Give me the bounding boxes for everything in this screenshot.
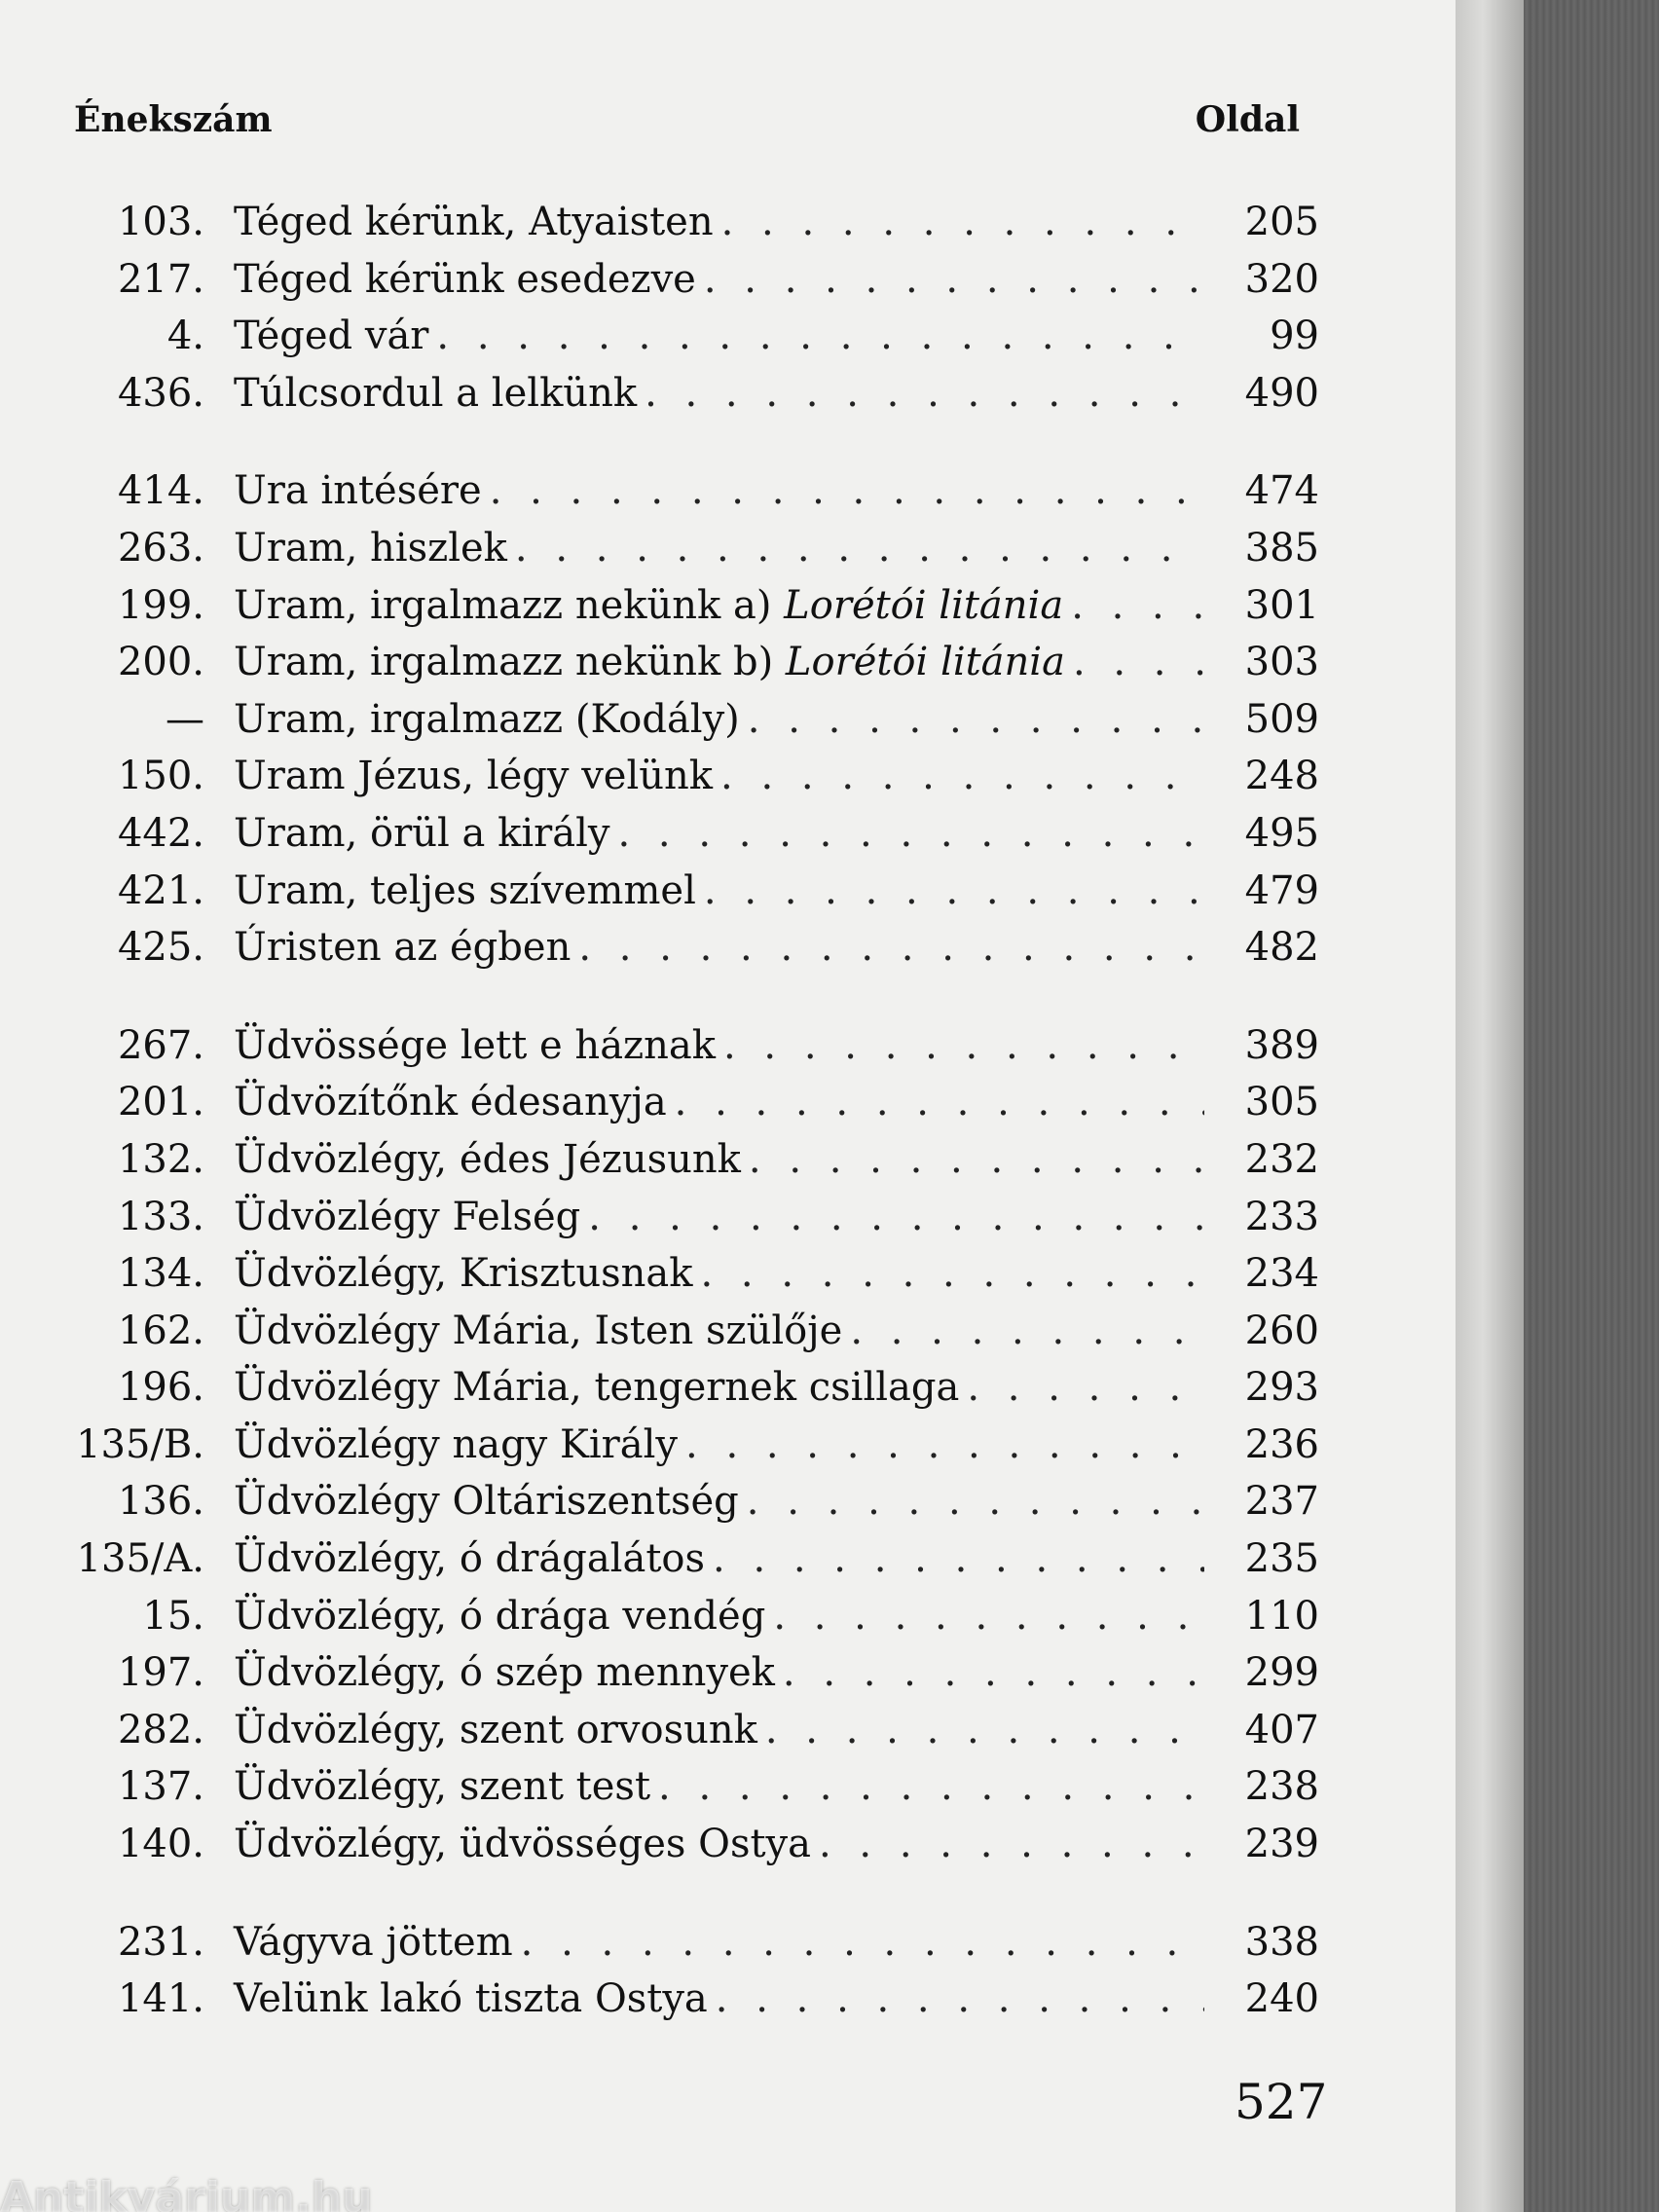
index-entry <box>68 1080 1319 1137</box>
dot-leader <box>713 1536 1204 1581</box>
dot-leader <box>704 257 1204 302</box>
song-number: 201. <box>117 1080 204 1125</box>
song-title: Uram, hiszlek <box>234 525 507 571</box>
dot-leader <box>675 1080 1204 1124</box>
index-entry <box>68 583 1319 641</box>
dot-leader <box>721 200 1204 244</box>
index-entry <box>68 1708 1319 1765</box>
page-reference: 305 <box>1244 1080 1319 1125</box>
column-header-song-number: Énekszám <box>74 99 273 140</box>
index-entry <box>68 1822 1319 1879</box>
index-entry <box>68 640 1319 697</box>
song-title: Úristen az égben <box>234 925 571 971</box>
song-number: 414. <box>117 468 204 514</box>
song-number: 135/B. <box>76 1421 204 1467</box>
dot-leader <box>436 313 1204 358</box>
song-title: Üdvözlégy nagy Király <box>234 1421 679 1467</box>
page-reference: 299 <box>1244 1650 1319 1696</box>
dot-leader <box>1073 640 1204 684</box>
song-number: 421. <box>117 867 204 913</box>
page-reference: 389 <box>1244 1022 1319 1068</box>
song-title: Üdvözlégy Mária, tengernek csillaga <box>234 1365 960 1411</box>
song-number: 135/A. <box>76 1536 204 1582</box>
dot-leader <box>967 1365 1204 1410</box>
page-reference: 240 <box>1244 1976 1319 2022</box>
dot-leader <box>749 1137 1204 1182</box>
page-reference: 490 <box>1244 370 1319 416</box>
song-title: Üdvössége lett e háznak <box>234 1022 716 1068</box>
page-reference: 303 <box>1244 640 1319 685</box>
dot-leader <box>748 697 1204 742</box>
dot-leader <box>685 1422 1204 1467</box>
page-reference: 232 <box>1244 1136 1319 1182</box>
index-entry <box>68 1920 1319 1977</box>
index-entry <box>68 754 1319 811</box>
song-number: 200. <box>117 640 204 685</box>
song-title: Üdvözlégy Felség <box>234 1194 581 1239</box>
dot-leader <box>747 1479 1204 1524</box>
dot-leader <box>716 1976 1204 2021</box>
song-title: Üdvözítőnk édesanyja <box>234 1080 667 1125</box>
song-title: Téged kérünk esedezve <box>234 256 696 302</box>
index-entry <box>68 200 1319 257</box>
index-entry <box>68 1422 1319 1480</box>
index-entry <box>68 313 1319 371</box>
song-title: Üdvözlégy, ó szép mennyek <box>234 1650 775 1696</box>
song-title: Uram, örül a király <box>234 810 610 856</box>
index-entry <box>68 1594 1319 1651</box>
song-number: 162. <box>117 1308 204 1353</box>
index-entry <box>68 1137 1319 1195</box>
song-title: Üdvözlégy, édes Jézusunk <box>234 1136 741 1182</box>
song-number: 132. <box>117 1136 204 1182</box>
page-reference: 474 <box>1244 468 1319 514</box>
song-title: Ura intésére <box>234 468 482 514</box>
song-title: Téged vár <box>234 313 429 359</box>
song-title-italic: Lorétói litánia <box>785 640 1065 685</box>
page-reference: 234 <box>1244 1251 1319 1297</box>
index-entry <box>68 468 1319 526</box>
page-reference: 338 <box>1244 1919 1319 1965</box>
song-title: Üdvözlégy, ó drága vendég <box>234 1593 766 1639</box>
song-number: 436. <box>117 370 204 416</box>
dot-leader <box>700 1251 1204 1296</box>
song-number: 140. <box>117 1822 204 1867</box>
song-title: Üdvözlégy, ó drágalátos <box>234 1536 706 1582</box>
page-reference: 479 <box>1244 867 1319 913</box>
song-number: 231. <box>117 1919 204 1965</box>
index-entry <box>68 526 1319 583</box>
song-number: 141. <box>117 1976 204 2022</box>
song-title: Túlcsordul a lelkünk <box>234 370 638 416</box>
index-entry <box>68 1479 1319 1536</box>
page-reference: 235 <box>1244 1536 1319 1582</box>
page-reference: 238 <box>1244 1764 1319 1810</box>
page-edge <box>1456 0 1524 2212</box>
page-reference: 509 <box>1244 696 1319 742</box>
index-entry <box>68 697 1319 755</box>
song-number: 197. <box>117 1650 204 1696</box>
index-entry <box>68 257 1319 314</box>
dot-leader <box>645 371 1204 416</box>
song-number: 217. <box>117 256 204 302</box>
index-entry <box>68 868 1319 926</box>
song-number: 425. <box>117 925 204 971</box>
dot-leader <box>850 1309 1204 1353</box>
page-reference: 301 <box>1244 582 1319 628</box>
index-entry <box>68 1251 1319 1309</box>
index-entry <box>68 925 1319 982</box>
index-entry <box>68 1976 1319 2034</box>
song-title: Vágyva jöttem <box>234 1919 513 1965</box>
song-title: Üdvözlégy, üdvösséges Ostya <box>234 1822 811 1867</box>
index-entry <box>68 1195 1319 1252</box>
song-title: Üdvözlégy, Krisztusnak <box>234 1251 693 1297</box>
song-title: Uram Jézus, légy velünk <box>234 754 714 799</box>
dot-leader <box>783 1650 1204 1695</box>
page-reference: 260 <box>1244 1308 1319 1353</box>
page-reference: 293 <box>1244 1365 1319 1411</box>
page-reference: 236 <box>1244 1421 1319 1467</box>
dot-leader <box>521 1920 1204 1965</box>
song-title: Uram, teljes szívemmel <box>234 867 696 913</box>
dot-leader <box>704 868 1204 913</box>
song-number: 103. <box>117 200 204 244</box>
song-number: 134. <box>117 1251 204 1297</box>
index-entry <box>68 1023 1319 1081</box>
song-title: Téged kérünk, Atyaisten <box>234 200 714 244</box>
song-number: 282. <box>117 1707 204 1752</box>
page-reference: 248 <box>1244 754 1319 799</box>
song-number: 4. <box>166 313 204 359</box>
dot-leader <box>1071 583 1204 628</box>
song-title: Üdvözlégy, szent test <box>234 1764 651 1810</box>
page-number: 527 <box>1235 2074 1328 2130</box>
page-reference: 407 <box>1244 1707 1319 1752</box>
index-entry <box>68 1365 1319 1422</box>
song-title: Üdvözlégy Mária, Isten szülője <box>234 1308 843 1353</box>
song-number: 199. <box>117 582 204 628</box>
song-number: 136. <box>117 1479 204 1525</box>
song-number: — <box>166 696 204 742</box>
page-reference: 205 <box>1244 200 1319 244</box>
dot-leader <box>765 1708 1204 1752</box>
song-number: 150. <box>117 754 204 799</box>
index-list <box>68 200 1319 2034</box>
index-entry <box>68 1650 1319 1708</box>
index-entry <box>68 1309 1319 1366</box>
index-entry <box>68 371 1319 428</box>
page-reference: 99 <box>1270 313 1319 359</box>
page-reference: 239 <box>1244 1822 1319 1867</box>
column-header-page: Oldal <box>1195 99 1300 140</box>
page-reference: 495 <box>1244 810 1319 856</box>
index-entry <box>68 1536 1319 1594</box>
page-reference: 233 <box>1244 1194 1319 1239</box>
song-title: Üdvözlégy Oltáriszentség <box>234 1479 739 1525</box>
song-title: Velünk lakó tiszta Ostya <box>234 1976 708 2022</box>
song-number: 133. <box>117 1194 204 1239</box>
dot-leader <box>515 526 1204 571</box>
background-surface <box>1524 0 1659 2212</box>
dot-leader <box>578 925 1204 970</box>
dot-leader <box>658 1764 1204 1809</box>
page-reference: 237 <box>1244 1479 1319 1525</box>
dot-leader <box>723 1023 1204 1068</box>
dot-leader <box>490 468 1204 513</box>
song-title: Uram, irgalmazz (Kodály) <box>234 696 740 742</box>
page-reference: 110 <box>1244 1593 1319 1639</box>
song-number: 263. <box>117 525 204 571</box>
song-title: Uram, irgalmazz nekünk a) Lorétói litánia <box>234 582 1064 628</box>
dot-leader <box>588 1195 1204 1239</box>
song-title: Uram, irgalmazz nekünk b) Lorétói litánia <box>234 640 1065 685</box>
song-number: 196. <box>117 1365 204 1411</box>
song-title: Üdvözlégy, szent orvosunk <box>234 1707 757 1752</box>
watermark: Antikvárium.hu <box>0 2173 373 2212</box>
index-entry <box>68 811 1319 868</box>
page-reference: 385 <box>1244 525 1319 571</box>
page-reference: 482 <box>1244 925 1319 971</box>
song-number: 137. <box>117 1764 204 1810</box>
page-reference: 320 <box>1244 256 1319 302</box>
song-number: 15. <box>142 1593 204 1639</box>
song-number: 267. <box>117 1022 204 1068</box>
dot-leader <box>773 1594 1204 1639</box>
song-number: 442. <box>117 810 204 856</box>
song-title-italic: Lorétói litánia <box>784 582 1064 628</box>
index-entry <box>68 1764 1319 1822</box>
dot-leader <box>819 1822 1204 1866</box>
dot-leader <box>720 754 1204 798</box>
dot-leader <box>617 811 1204 856</box>
